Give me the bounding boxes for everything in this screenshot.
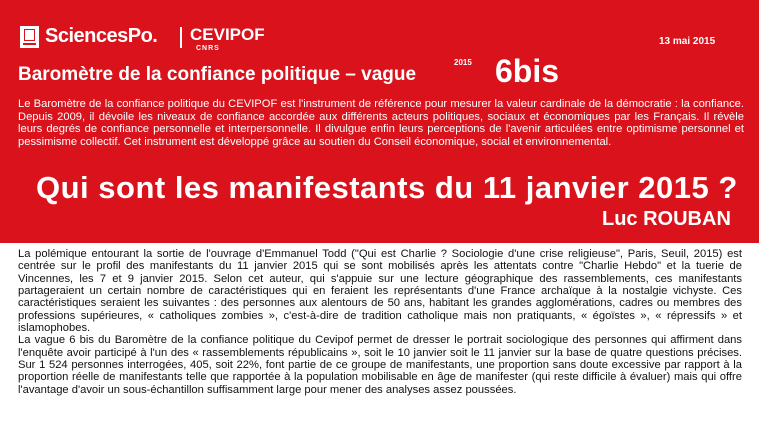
body-paragraph-1: La polémique entourant la sortie de l'ouvrage d'Emmanuel Todd ("Qui est Charlie ? Sociologie d'une crise religieuse", Paris, Seuil, 2015) est centrée sur le profil des manifestants du 11 janvier 2015 qui se sont mobilisés après les attentats contre "Charlie Hebdo" et la tuerie de Vincennes, les 7 et 9 janvier 2015. Selon cet auteur, qui s'appuie sur une lecture géographique des rassemblements, ces manifestants partageraient un certain nombre de caractéristiques qui en feraient les représentants d'une France archaïque à la nostalgie vichyste. Ces caractéristiques seraient les suivantes : des personnes aux alentours de 50 ans, habitant les grandes agglomérations, cadres ou membres des professions supérieures, « catholiques zombies », c'est-à-dire de tradition catholique mais non pratiquants, « égoïstes », « répressifs » et islamophobes. bbox=[18, 248, 742, 335]
body-paragraph-2: La vague 6 bis du Baromètre de la confiance politique du Cevipof permet de dresser le portrait sociologique des personnes qui affirment dans l'enquête avoir participé à l'un des « rassemblements républicains », soit le 10 janvier soit le 11 janvier sur la base de quatre questions précises. Sur 1 524 personnes interrogées, 405, soit 22%, font partie de ce groupe de manifestants, une proportion sans doute excessive par rapport à la proportion réelle de manifestants telle que rapportée à la population mobilisable en âge de manifester (qui reste difficile à évaluer) mais qui offre l'avantage d'avoir un sous-échantillon suffisamment large pour mener des analyses assez poussées. bbox=[18, 334, 742, 396]
publication-date: 13 mai 2015 bbox=[659, 36, 716, 47]
cnrs-subtitle: CNRS bbox=[196, 45, 220, 52]
logo-separator bbox=[180, 27, 182, 48]
cevipof-logo-text: CEVIPOF bbox=[190, 25, 265, 44]
article-title: Qui sont les manifestants du 11 janvier 2015 ? bbox=[36, 170, 738, 205]
barometer-intro: Le Baromètre de la confiance politique du CEVIPOF est l'instrument de référence pour mesurer la valeur cardinale de la démocratie : la confiance. Depuis 2009, il dévoile les niveaux de confiance accordée aux différents acteurs politiques, sociaux et économiques par les Français. Il révèle leurs degrés de confiance personnelle et interpersonnelle. Il divulgue enfin leurs perceptions de l'avenir articulées entre optimisme personnel et pessimisme collectif. Cet instrument est développé grâce au soutien du Conseil économique, social et environnemental. bbox=[18, 98, 744, 148]
wave-number: 6bis bbox=[495, 53, 560, 89]
wave-year: 2015 bbox=[454, 58, 472, 67]
sciencespo-logo-text: SciencesPo. bbox=[45, 25, 158, 47]
barometer-title: Baromètre de la confiance politique – vague bbox=[18, 64, 417, 85]
article-body bbox=[18, 248, 742, 396]
sciencespo-logo-icon bbox=[20, 26, 39, 48]
article-author: Luc ROUBAN bbox=[602, 208, 731, 230]
